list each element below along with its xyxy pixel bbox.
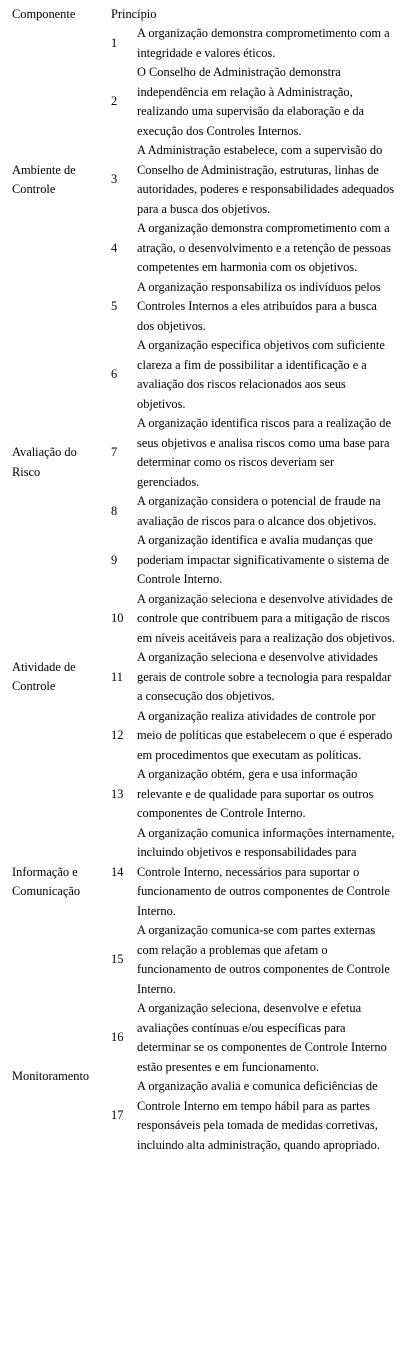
principle-description: A organização demonstra comprometimento com a integridade e valores éticos.: [137, 26, 390, 60]
principle-description: A organização seleciona e desenvolve atividades gerais de controle sobre a tecnologia para respaldar a consecução dos objetivos.: [137, 650, 392, 703]
table-row: [0, 765, 402, 824]
principle-description: A Administração estabelece, com a supervisão do Conselho de Administração, estruturas, linhas de autoridades, poderes e responsabilidades adequados para a busca dos objetivos.: [137, 143, 395, 216]
principle-description: A organização seleciona, desenvolve e efetua avaliações contínuas e/ou específicas para determinar se os componentes de Controle Interno estão presentes e em funcionamento.: [137, 1001, 387, 1074]
principle-description: A organização demonstra comprometimento com a atração, o desenvolvimento e a retenção de pessoas competentes em harmonia com os objetivos.: [137, 221, 391, 274]
principle-description: A organização identifica e avalia mudanças que poderiam impactar significativamente o sistema de Controle Interno.: [137, 533, 390, 586]
principle-description: A organização realiza atividades de controle por meio de políticas que estabelecem o que é esperado em procedimentos que executam as políticas.: [137, 708, 393, 762]
component-cell: Avaliação do Risco: [12, 445, 77, 479]
header-principio: [109, 0, 402, 24]
principle-number: 4: [111, 240, 118, 255]
principle-number: 3: [111, 172, 118, 187]
table-body: [0, 24, 402, 1155]
principle-number: 11: [111, 669, 123, 684]
principle-description: A organização identifica riscos para a realização de seus objetivos e analisa riscos como uma base para determinar como os riscos deveriam ser gerenciados.: [137, 416, 391, 489]
principle-description: A organização avalia e comunica deficiências de Controle Interno em tempo hábil para as partes responsáveis pela tomada de medidas corretivas, incluindo alta administração, quando apropriado.: [137, 1079, 380, 1152]
component-cell: Monitoramento: [12, 1069, 90, 1084]
principle-number: 8: [111, 503, 118, 518]
table-header-row: [0, 0, 402, 24]
principle-description: A organização obtém, gera e usa informação relevante e de qualidade para suportar os outros componentes de Controle Interno.: [137, 767, 374, 820]
principle-number: 13: [111, 786, 124, 801]
principle-number: 1: [111, 35, 118, 50]
table-row: [0, 999, 402, 1077]
principle-description: A organização considera o potencial de fraude na avaliação de riscos para o alcance dos objetivos.: [137, 494, 381, 528]
principle-number: 15: [111, 952, 124, 967]
principle-description: A organização comunica-se com partes externas com relação a problemas que afetam o funcionamento de outros componentes de Controle Interno.: [137, 923, 390, 996]
header-principio-label: Princípio: [111, 6, 157, 21]
principle-number: 2: [111, 94, 118, 109]
principle-number: 7: [111, 445, 118, 460]
component-cell: Ambiente de Controle: [12, 162, 76, 196]
header-componente: Componente: [12, 6, 76, 21]
principle-description: O Conselho de Administração demonstra independência em relação à Administração, realizando uma supervisão da elaboração e da execução dos Controles Internos.: [137, 65, 365, 138]
principle-number: 12: [111, 728, 124, 742]
principle-number: 10: [111, 611, 124, 625]
principle-number: 9: [111, 552, 118, 567]
principle-number: 14: [111, 864, 124, 879]
table-row: [0, 24, 402, 63]
component-cell: Atividade de Controle: [12, 659, 76, 694]
principle-number: 17: [111, 1108, 124, 1123]
principle-number: 5: [111, 299, 118, 313]
principle-description: A organização comunica informações internamente, incluindo objetivos e responsabilidades para Controle Interno, necessários para suportar o funcionamento de outros componentes de Controle Interno.: [137, 825, 395, 918]
principle-number: 16: [111, 1030, 124, 1045]
principle-description: A organização especifica objetivos com suficiente clareza a fim de possibilitar a identificação e a avaliação dos riscos relacionados aos seus objetivos.: [137, 338, 385, 411]
component-cell: Informação e Comunicação: [12, 864, 81, 898]
table-row: [0, 336, 402, 414]
principle-description: A organização responsabiliza os indivíduos pelos Controles Internos a eles atribuídos para a busca dos objetivos.: [137, 279, 381, 333]
principle-number: 6: [111, 367, 118, 382]
principle-description: A organização seleciona e desenvolve atividades de controle que contribuem para a mitigação de riscos em níveis aceitáveis para a realização dos objetivos.: [137, 591, 396, 645]
table-row: [0, 590, 402, 649]
